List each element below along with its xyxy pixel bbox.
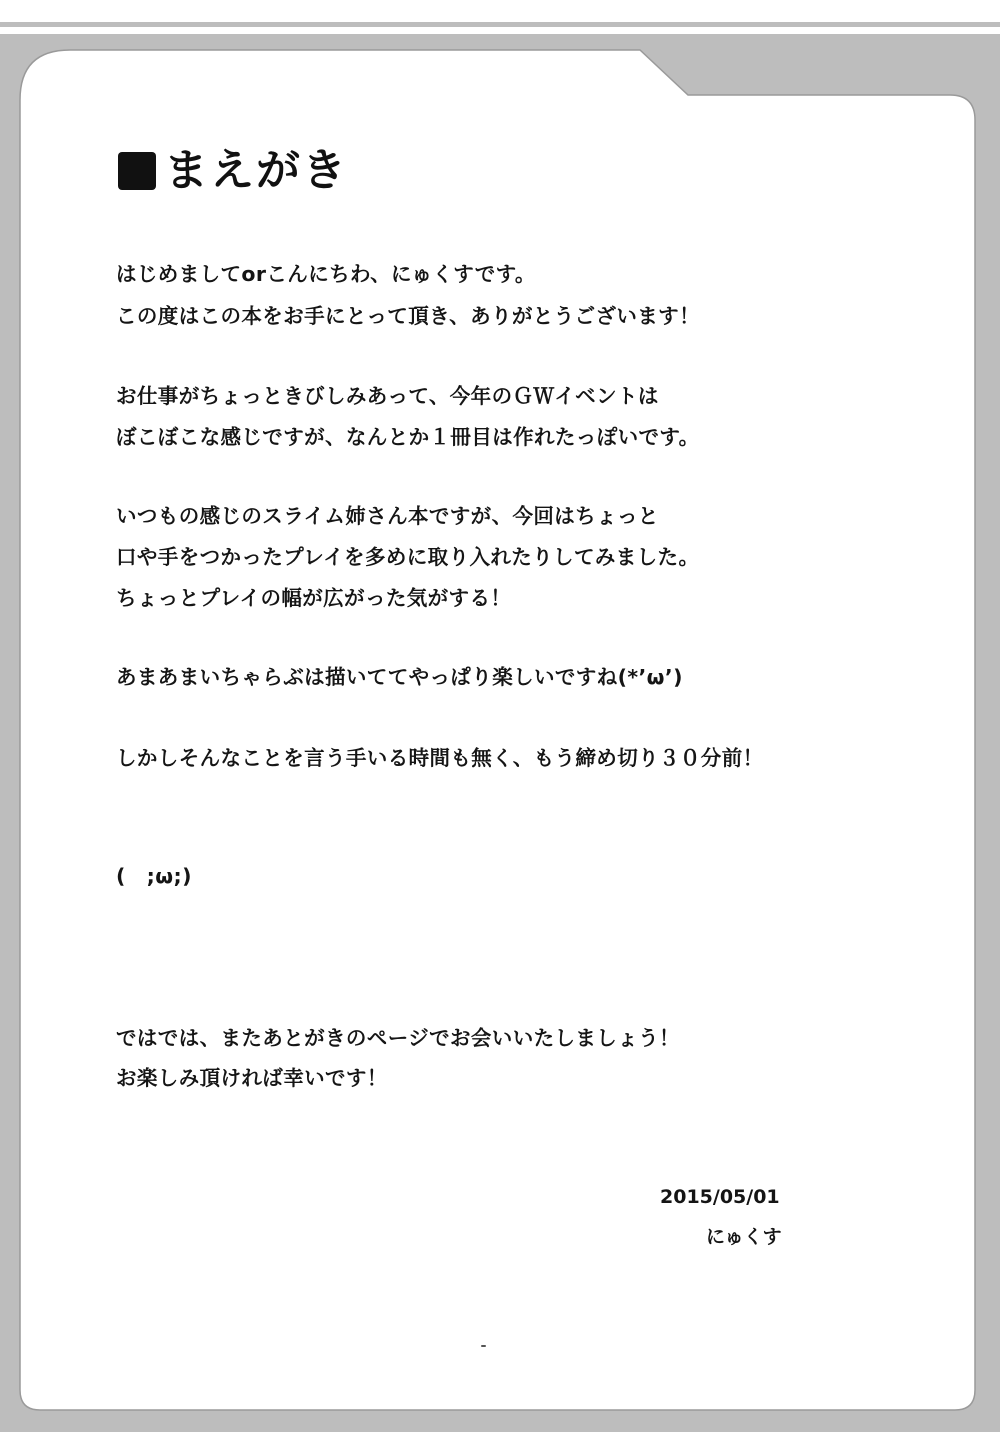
text-line-6: 口や手をつかったプレイを多めに取り入れたりしてみました。 bbox=[116, 545, 700, 569]
heading-title: まえがき bbox=[164, 145, 348, 196]
text-line-10: ではでは、またあとがきのページでお会いいたしましょう！ bbox=[116, 1026, 680, 1050]
signature-author: にゅくす bbox=[706, 1226, 782, 1248]
text-line-1: はじめましてorこんにちわ、にゅくすです。 bbox=[116, 262, 536, 286]
text-line-8: あまあまいちゃらぶは描いててやっぱり楽しいですね(*’ω’) bbox=[116, 665, 683, 689]
text-line-3: お仕事がちょっときびしみあって、今年のＧＷイベントは bbox=[116, 384, 659, 408]
square-bullet-icon bbox=[118, 152, 156, 190]
text-line-2: この度はこの本をお手にとって頂き、ありがとうございます！ bbox=[116, 304, 700, 328]
signature-date: 2015/05/01 bbox=[660, 1186, 780, 1208]
text-line-4: ぼこぼこな感じですが、なんとか１冊目は作れたっぽいです。 bbox=[116, 425, 700, 449]
text-line-emoticon: ( ;ω;) bbox=[116, 864, 192, 888]
page-heading bbox=[118, 140, 348, 202]
text-line-7: ちょっとプレイの幅が広がった気がする！ bbox=[116, 586, 512, 610]
text-line-11: お楽しみ頂ければ幸いです！ bbox=[116, 1066, 388, 1090]
text-line-9: しかしそんなことを言う手いる時間も無く、もう締め切り３０分前！ bbox=[116, 746, 764, 770]
text-line-5: いつもの感じのスライム姉さん本ですが、今回はちょっと bbox=[116, 504, 659, 528]
print-speck bbox=[481, 1345, 486, 1347]
